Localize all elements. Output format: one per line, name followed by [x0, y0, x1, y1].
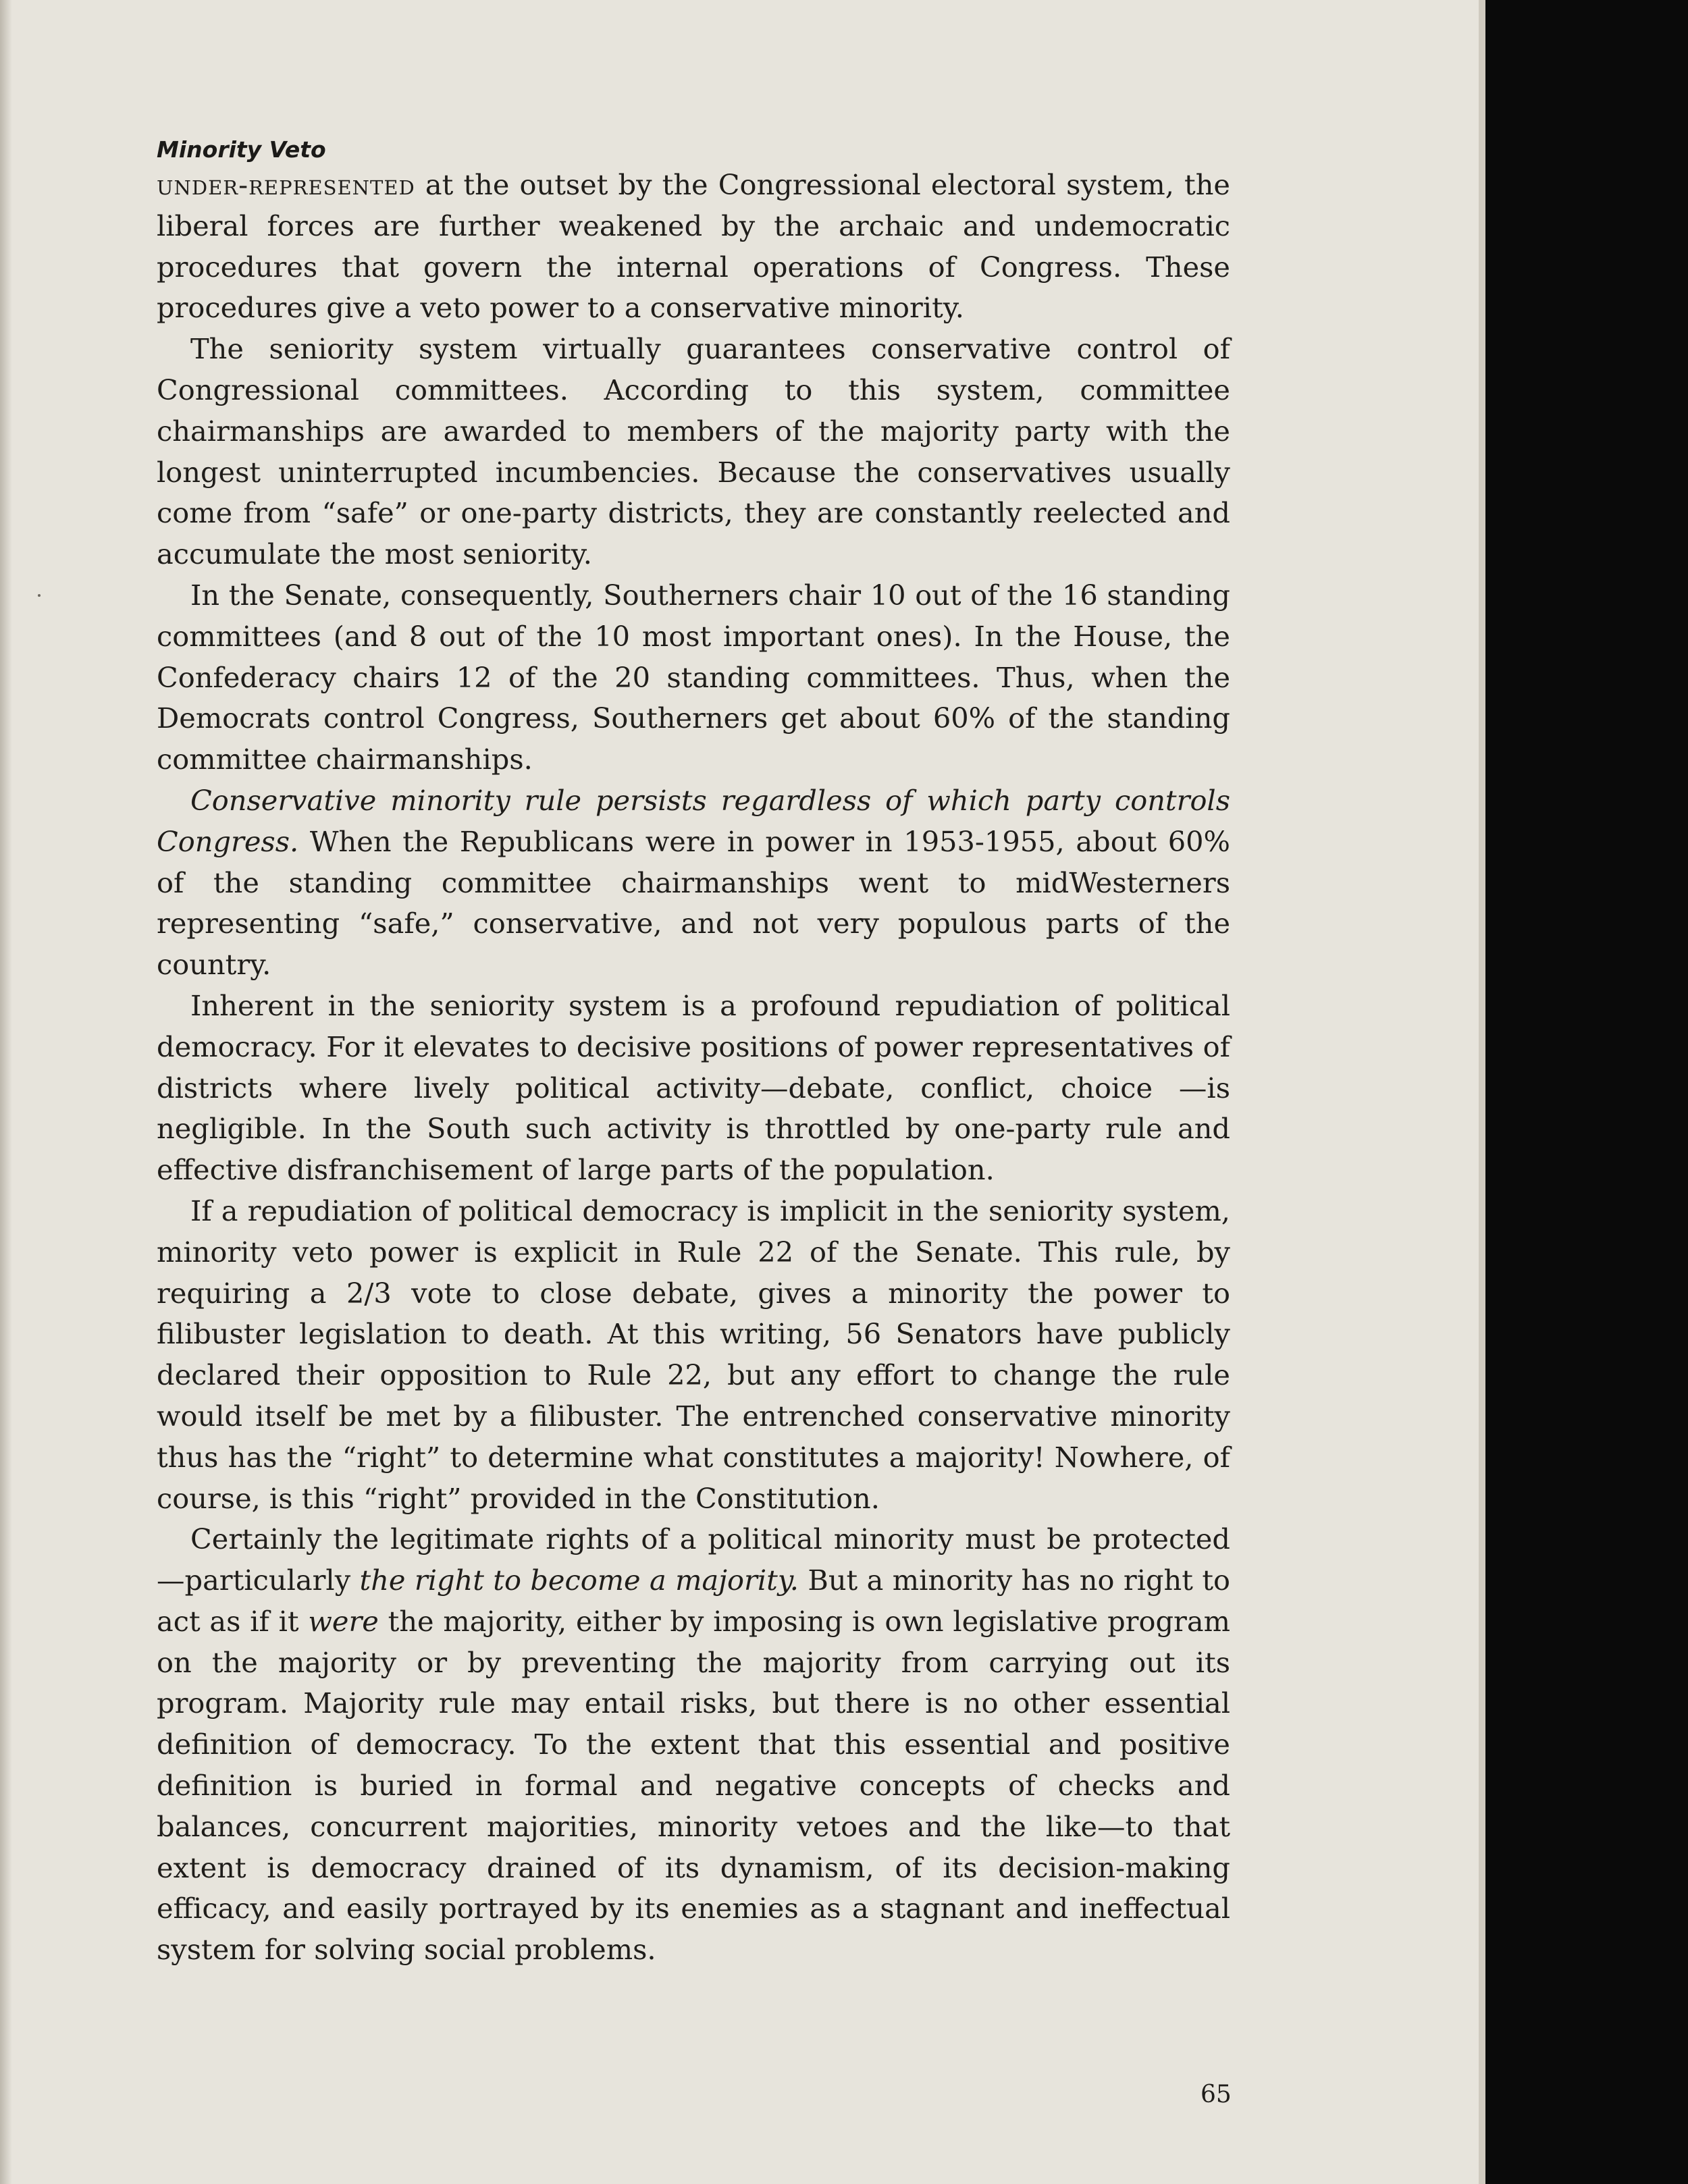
- lead-small-caps: under-represented: [157, 168, 415, 201]
- paragraph-1: [157, 165, 1230, 329]
- paragraph-7-part-1: Certainly the legitimate rights of a political minority must be protected—particularly: [157, 1522, 1230, 1597]
- paragraph-7-part-3: the majority, either by imposing is own legislative program on the majority or by preventing the majority from carrying out its program. Majority rule may entail risks, but there is no other essential definition of democracy. To the extent that this essential and positive definition is buried in formal and negative concepts of checks and balances, concurrent majorities, minority vetoes and the like—to that extent is democracy drained of its dynamism, of its decision-making efficacy, and easily portrayed by its enemies as a stagnant and ineffectual system for solving social problems.: [157, 1604, 1230, 1967]
- section-heading: Minority Veto: [157, 136, 326, 163]
- paragraph-7-part-2: But a minority has no right to act as if it: [157, 1564, 1230, 1638]
- page-number: 65: [1201, 2081, 1232, 2108]
- scan-speck: [38, 594, 41, 597]
- italic-lead: Conservative minority rule persists regardless of which party controls Congress.: [157, 783, 1230, 858]
- paragraph-7: [157, 1519, 1230, 1971]
- page-edge-shadow: [0, 0, 12, 2184]
- paragraph-3: In the Senate, consequently, Southerners chair 10 out of the 16 standing committees (and 8 out of the 10 most important ones). In the House, the Confederacy chairs 12 of the 20 standing committees. Thus, when the Democrats control Congress, Southerners get about 60% of the standing committee chairmanships.: [157, 578, 1230, 776]
- paragraph-2: The seniority system virtually guarantees conservative control of Congressional committees. According to this system, committee chairmanships are awarded to members of the majority party with the longest uninterrupted incumbencies. Because the conservatives usually come from “safe” or one-party districts, they are constantly reelected and accumulate the most seniority.: [157, 332, 1230, 571]
- paragraph-4: [157, 780, 1230, 986]
- text-block: [157, 135, 1230, 1971]
- paragraph-5: Inherent in the seniority system is a profound repudiation of political democracy. For it elevates to decisive positions of power representatives of districts where lively political activity—debate, conflict, choice —is negligible. In the South such activity is throttled by one-party rule and effective disfranchisement of large parts of the population.: [157, 988, 1230, 1187]
- paragraph-1-text: at the outset by the Congressional electoral system, the liberal forces are further weakened by the archaic and undemocratic procedures that govern the internal operations of Congress. These procedures give a veto power to a conservative minority.: [157, 168, 1230, 325]
- paragraph-7-italic-2: were: [308, 1604, 379, 1638]
- paragraph-6: If a repudiation of political democracy is implicit in the seniority system, minority veto power is explicit in Rule 22 of the Senate. This rule, by requiring a 2/3 vote to close debate, gives a minority the power to filibuster legislation to death. At this writing, 56 Senators have publicly declared their opposition to Rule 22, but any effort to change the rule would itself be met by a filibuster. The entrenched conservative minority thus has the “right” to determine what constitutes a majority! Nowhere, of course, is this “right” provided in the Constitution.: [157, 1194, 1230, 1515]
- paragraph-7-italic-1: the right to become a majority.: [359, 1564, 799, 1597]
- paragraph-4-text: When the Republicans were in power in 1953-1955, about 60% of the standing committee chairmanships went to midWesterners representing “safe,” conservative, and not very populous parts of the country.: [157, 824, 1230, 982]
